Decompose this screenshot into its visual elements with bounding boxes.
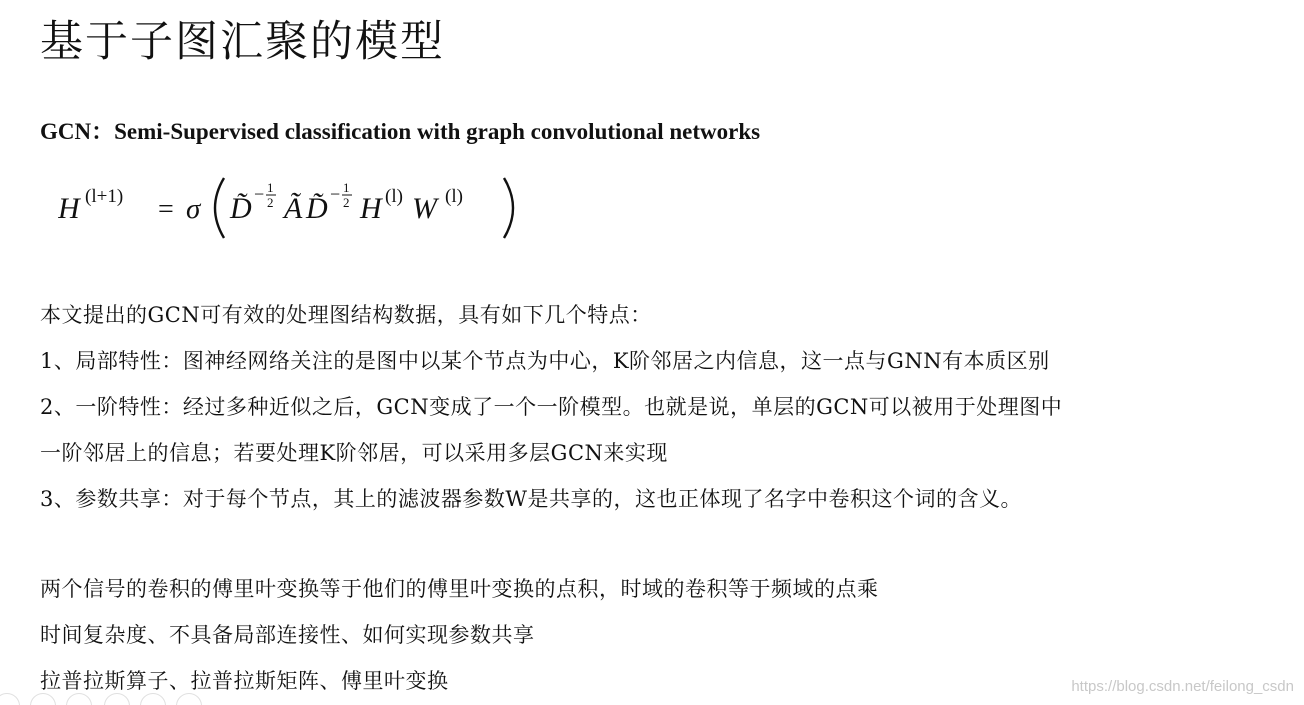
text-line-complexity: 时间复杂度、不具备局部连接性、如何实现参数共享: [40, 623, 535, 647]
formula-W: W: [412, 192, 437, 225]
formula-sup-l-1: (l): [385, 186, 403, 207]
text-line-local-feature: 1、局部特性：图神经网络关注的是图中以某个节点为中心，K阶邻居之内信息，这一点与GNN有本质区别: [40, 349, 1050, 373]
corner-control-icon-4[interactable]: [104, 693, 130, 705]
formula-half-num-1: 1: [267, 180, 274, 195]
formula-D-tilde-2: D̃: [306, 192, 328, 225]
formula-right-paren: [504, 178, 513, 238]
text-line-first-order-continued: 一阶邻居上的信息；若要处理K阶邻居，可以采用多层GCN来实现: [40, 441, 668, 465]
watermark: https://blog.csdn.net/feilong_csdn: [1071, 678, 1294, 695]
formula-half-den-2: 2: [343, 195, 350, 210]
text-line-parameter-sharing: 3、参数共享：对于每个节点，其上的滤波器参数W是共享的，这也正体现了名字中卷积这个词的含义。: [40, 487, 1022, 511]
formula-D-tilde-1: D̃: [230, 192, 252, 225]
formula-H-right: H: [360, 192, 382, 225]
formula-equals: =: [158, 194, 174, 225]
corner-control-icon-6[interactable]: [176, 693, 202, 705]
corner-control-icon-2[interactable]: [30, 693, 56, 705]
corner-control-icon-5[interactable]: [140, 693, 166, 705]
formula-left-paren: [215, 178, 224, 238]
text-line-first-order-feature: 2、一阶特性：经过多种近似之后，GCN变成了一个一阶模型。也就是说，单层的GCN可以被用于处理图中: [40, 395, 1063, 419]
gcn-formula: [58, 172, 538, 244]
paper-title: GCN：Semi-Supervised classification with graph convolutional networks: [40, 119, 761, 144]
formula-svg: [58, 172, 538, 244]
formula-A-tilde: Ã: [284, 192, 303, 225]
corner-control-icon-3[interactable]: [66, 693, 92, 705]
formula-H-left: H: [58, 192, 80, 225]
text-line-convolution-fourier: 两个信号的卷积的傅里叶变换等于他们的傅里叶变换的点积，时域的卷积等于频域的点乘: [40, 577, 879, 601]
text-line-intro: 本文提出的GCN可有效的处理图结构数据，具有如下几个特点：: [40, 303, 652, 327]
formula-half-num-2: 1: [343, 180, 350, 195]
corner-control-icon-1[interactable]: [0, 693, 20, 705]
formula-neg-1: −: [254, 184, 265, 204]
formula-sigma: σ: [186, 193, 201, 225]
formula-sup-l-2: (l): [445, 186, 463, 207]
formula-neg-2: −: [330, 184, 341, 204]
text-line-laplacian: 拉普拉斯算子、拉普拉斯矩阵、傅里叶变换: [40, 669, 449, 693]
slide-title: 基于子图汇聚的模型: [40, 17, 445, 67]
formula-sup-l-plus-1: (l+1): [85, 186, 124, 207]
slide-controls: [0, 689, 220, 705]
formula-half-den-1: 2: [267, 195, 274, 210]
